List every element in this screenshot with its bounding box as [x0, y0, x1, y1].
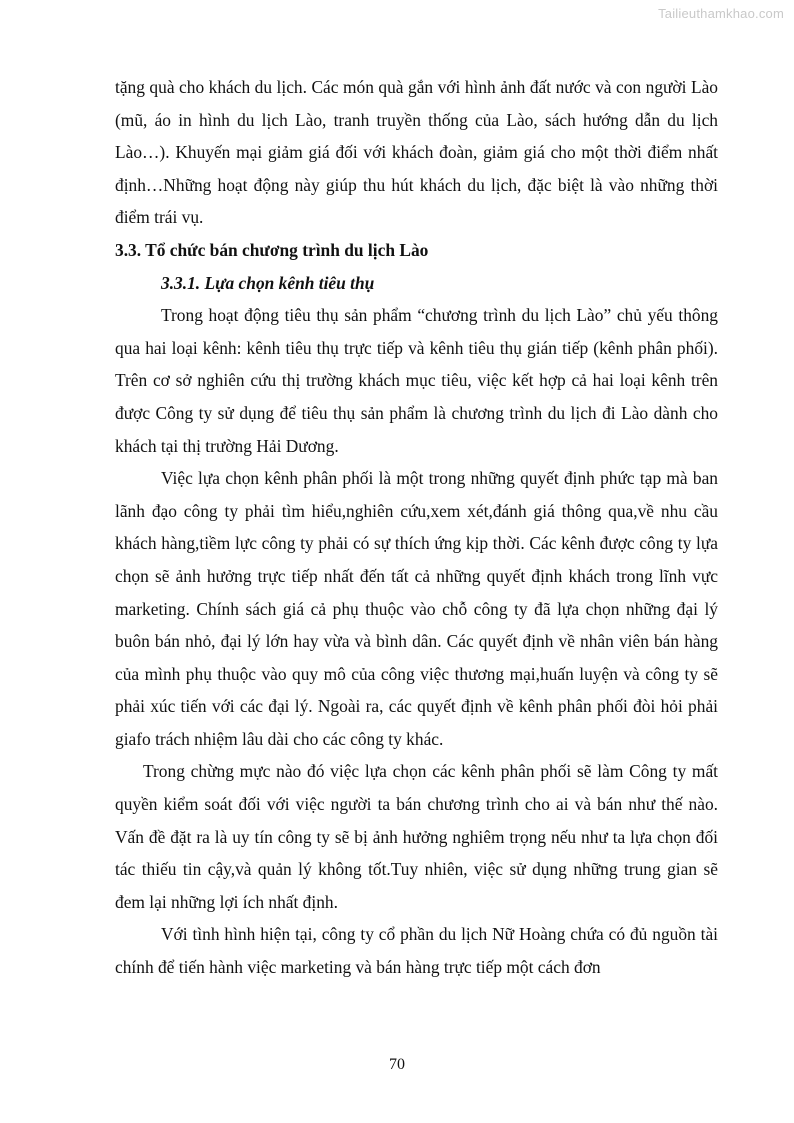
paragraph-1: tặng quà cho khách du lịch. Các món quà gắn với hình ảnh đất nước và con người Lào (mũ, áo in hình du lịch Lào, tranh truyền thống của Lào, sách hướng dẫn du lịch Lào…). Khuyến mại giảm giá đối với khách đoàn, giảm giá cho một thời điểm nhất định…Những hoạt động này giúp thu hút khách du lịch, đặc biệt là vào những thời điểm trái vụ.: [115, 77, 718, 228]
paragraph-3: Việc lựa chọn kênh phân phối là một trong những quyết định phức tạp mà ban lãnh đạo công ty phải tìm hiểu,nghiên cứu,xem xét,đánh giá thông qua,về nhu cầu khách hàng,tiềm lực công ty phải có sự thích ứng kịp thời. Các kênh được công ty lựa chọn sẽ ảnh hưởng trực tiếp nhất đến tất cả những quyết định khách trong lĩnh vực marketing. Chính sách giá cả phụ thuộc vào chỗ công ty đã lựa chọn những đại lý buôn bán nhỏ, đại lý lớn hay vừa và bình dân. Các quyết định về nhân viên bán hàng của mình phụ thuộc vào quy mô của công việc thương mại,huấn luyện và công ty sẽ phải xúc tiến với các đại lý. Ngoài ra, các quyết định về kênh phân phối đòi hỏi phải giafo trách nhiệm lâu dài cho các công ty khác.: [115, 468, 718, 749]
paragraph-5: Với tình hình hiện tại, công ty cổ phần du lịch Nữ Hoàng chứa có đủ nguồn tài chính để tiến hành việc marketing và bán hàng trực tiếp một cách đơn: [115, 924, 718, 978]
page-body: [115, 71, 718, 984]
page-number: 70: [389, 1056, 405, 1073]
watermark: Tailieuthamkhao.com: [658, 6, 784, 21]
section-heading: 3.3. Tổ chức bán chương trình du lịch Lào: [115, 239, 429, 260]
subsection-heading: 3.3.1. Lựa chọn kênh tiêu thụ: [161, 272, 375, 293]
paragraph-4: Trong chừng mực nào đó việc lựa chọn các kênh phân phối sẽ làm Công ty mất quyền kiểm soát đối với việc người ta bán chương trình cho ai và bán như thế nào. Vấn đề đặt ra là uy tín công ty sẽ bị ảnh hưởng nghiêm trọng nếu như ta lựa chọn đối tác thiếu tin cậy,và quản lý không tốt.Tuy nhiên, việc sử dụng những trung gian sẽ đem lại những lợi ích nhất định.: [115, 761, 718, 912]
paragraph-2: Trong hoạt động tiêu thụ sản phẩm “chương trình du lịch Lào” chủ yếu thông qua hai loại kênh: kênh tiêu thụ trực tiếp và kênh tiêu thụ gián tiếp (kênh phân phối). Trên cơ sở nghiên cứu thị trường khách mục tiêu, việc kết hợp cả hai loại kênh trên được Công ty sử dụng để tiêu thụ sản phẩm là chương trình du lịch đi Lào dành cho khách tại thị trường Hải Dương.: [115, 305, 718, 456]
